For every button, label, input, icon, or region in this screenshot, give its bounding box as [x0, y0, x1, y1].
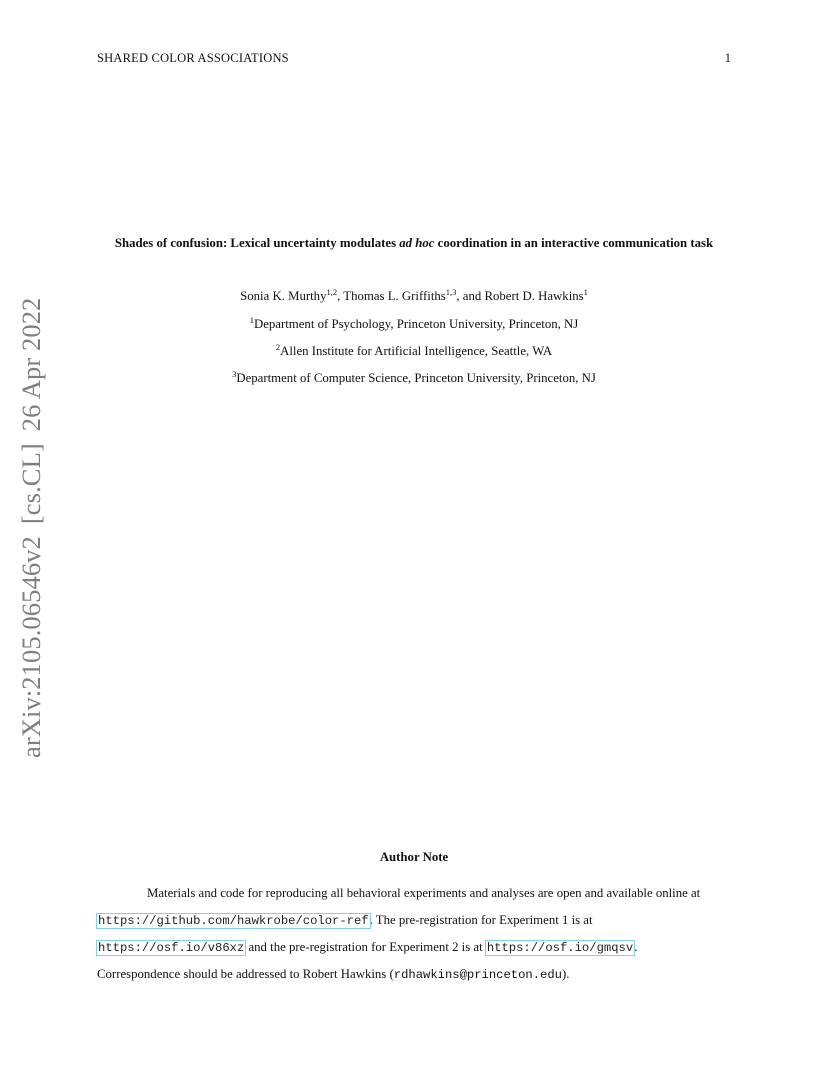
affiliation-2: $^2$Allen Institute for Artificial Intelligence, Seattle, WA	[275, 342, 553, 358]
correspondence-email: rdhawkins@princeton.edu	[393, 968, 562, 982]
author-name: Sonia K. Murthy	[240, 289, 327, 303]
author-note-line: Materials and code for reproducing all behavioral experiments and analyses are open and available online at	[147, 886, 701, 900]
author-note-line: https://osf.io/v86xz and the pre-registration for Experiment 2 is at https://osf.io/gmqsv.	[98, 940, 638, 955]
affiliation-3: $^3$Department of Computer Science, Princeton University, Princeton, NJ	[232, 369, 596, 385]
author-list	[60, 289, 768, 304]
arxiv-category: [cs.CL]	[16, 443, 46, 525]
author-affiliation-marker: 1	[583, 287, 588, 297]
arxiv-date: 26 Apr 2022	[16, 297, 46, 432]
author-note-heading: Author Note	[379, 850, 449, 864]
affiliation-1: $^1$Department of Psychology, Princeton University, Princeton, NJ	[249, 315, 579, 331]
author-affiliation-marker: 1,3	[445, 287, 457, 297]
arxiv-identifier: arXiv:2105.06546v2	[16, 536, 46, 758]
title-italic-phrase: ad hoc	[399, 236, 435, 250]
author-name: , Thomas L. Griffiths	[337, 289, 446, 303]
prereg-experiment2-link[interactable]: https://osf.io/gmqsv	[486, 941, 634, 955]
running-head: SHARED COLOR ASSOCIATIONS	[97, 51, 289, 65]
code-repository-link[interactable]: https://github.com/hawkrobe/color-ref	[98, 914, 369, 928]
author-note-line: Correspondence should be addressed to Robert Hawkins (rdhawkins@princeton.edu).	[97, 967, 570, 982]
author-note-line: https://github.com/hawkrobe/color-ref. The pre-registration for Experiment 1 is at	[98, 913, 593, 928]
author-affiliation-marker: 1,2	[326, 287, 338, 297]
arxiv-stamp	[16, 278, 47, 758]
paper-title: Shades of confusion: Lexical uncertainty modulates ad hoc coordination in an interactive communication task	[114, 236, 714, 250]
author-name: , and Robert D. Hawkins	[456, 289, 584, 303]
page-number: 1	[724, 51, 731, 65]
prereg-experiment1-link[interactable]: https://osf.io/v86xz	[98, 941, 245, 955]
